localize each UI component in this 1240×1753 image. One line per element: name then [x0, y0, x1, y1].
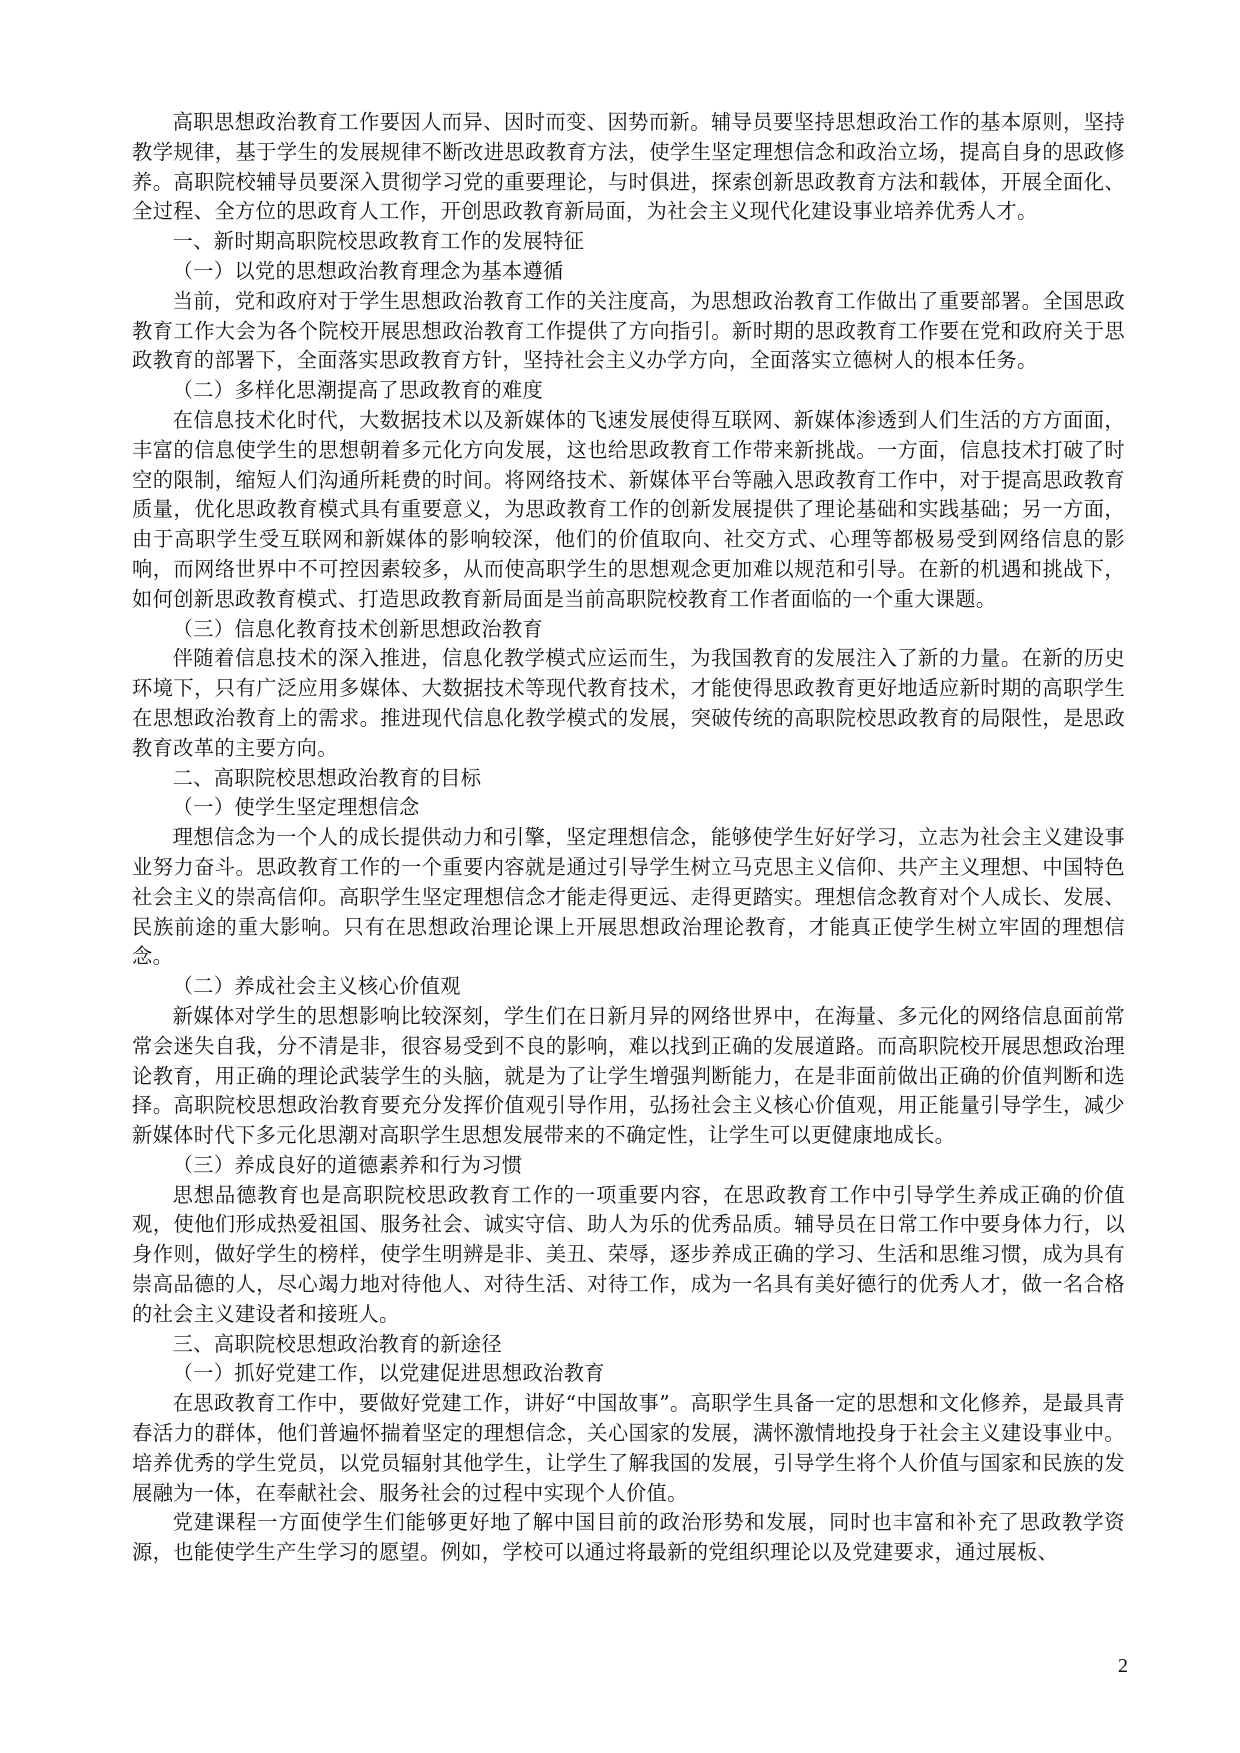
page-number: 2 — [1118, 1655, 1128, 1677]
paragraph: 在信息技术化时代，大数据技术以及新媒体的飞速发展使得互联网、新媒体渗透到人们生活的方方面面，丰富的信息使学生的思想朝着多元化方向发展，这也给思政教育工作带来新挑战。一方面，信息技术打破了时空的限制，缩短人们沟通所耗费的时间。将网络技术、新媒体平台等融入思政教育工作中，对于提高思政教育质量，优化思政教育模式具有重要意义，为思政教育工作的创新发展提供了理论基础和实践基础；另一方面，由于高职学生受互联网和新媒体的影响较深，他们的价值取向、社交方式、心理等都极易受到网络信息的影响，而网络世界中不可控因素较多，从而使高职学生的思想观念更加难以规范和引导。在新的机遇和挑战下，如何创新思政教育模式、打造思政教育新局面是当前高职院校教育工作者面临的一个重大课题。 — [132, 407, 1125, 611]
subsection-heading: （二）养成社会主义核心价值观 — [172, 974, 461, 999]
paragraph: 党建课程一方面使学生们能够更好地了解中国目前的政治形势和发展，同时也丰富和补充了思政教学资源，也能使学生产生学习的愿望。例如，学校可以通过将最新的党组织理论以及党建要求，通过展板、 — [132, 1510, 1125, 1565]
paragraph: 思想品德教育也是高职院校思政教育工作的一项重要内容，在思政教育工作中引导学生养成正确的价值观，使他们形成热爱祖国、服务社会、诚实守信、助人为乐的优秀品质。辅导员在日常工作中要身体力行，以身作则，做好学生的榜样，使学生明辨是非、美丑、荣辱，逐步养成正确的学习、生活和思维习惯，成为具有崇高品德的人，尽心竭力地对待他人、对待生活、对待工作，成为一名具有美好德行的优秀人才，做一名合格的社会主义建设者和接班人。 — [132, 1182, 1125, 1326]
paragraph: 理想信念为一个人的成长提供动力和引擎，坚定理想信念，能够使学生好好学习，立志为社会主义建设事业努力奋斗。思政教育工作的一个重要内容就是通过引导学生树立马克思主义信仰、共产主义理想、中国特色社会主义的崇高信仰。高职学生坚定理想信念才能走得更远、走得更踏实。理想信念教育对个人成长、发展、民族前途的重大影响。只有在思想政治理论课上开展思想政治理论教育，才能真正使学生树立牢固的理想信念。 — [132, 825, 1125, 969]
subsection-heading: （一）使学生坚定理想信念 — [172, 795, 420, 820]
paragraph: 高职思想政治教育工作要因人而异、因时而变、因势而新。辅导员要坚持思想政治工作的基本原则，坚持教学规律，基于学生的发展规律不断改进思政教育方法，使学生坚定理想信念和政治立场，提高自身的思政修养。高职院校辅导员要深入贯彻学习党的重要理论，与时俱进，探索创新思政教育方法和载体，开展全面化、全过程、全方位的思政育人工作，开创思政教育新局面，为社会主义现代化建设事业培养优秀人才。 — [132, 110, 1125, 224]
paragraph: 新媒体对学生的思想影响比较深刻，学生们在日新月异的网络世界中，在海量、多元化的网络信息面前常常会迷失自我，分不清是非，很容易受到不良的影响，难以找到正确的发展道路。而高职院校开展思想政治理论教育，用正确的理论武装学生的头脑，就是为了让学生增强判断能力，在是非面前做出正确的价值判断和选择。高职院校思想政治教育要充分发挥价值观引导作用，弘扬社会主义核心价值观，用正能量引导学生，减少新媒体时代下多元化思潮对高职学生思想发展带来的不确定性，让学生可以更健康地成长。 — [132, 1003, 1125, 1148]
section-heading: 二、高职院校思想政治教育的目标 — [172, 765, 482, 790]
paragraph: 伴随着信息技术的深入推进，信息化教学模式应运而生，为我国教育的发展注入了新的力量。在新的历史环境下，只有广泛应用多媒体、大数据技术等现代教育技术，才能使得思政教育更好地适应新时期的高职学生在思想政治教育上的需求。推进现代信息化教学模式的发展，突破传统的高职院校思政教育的局限性，是思政教育改革的主要方向。 — [132, 646, 1125, 760]
section-heading: 三、高职院校思想政治教育的新途径 — [172, 1331, 502, 1356]
subsection-heading: （一）以党的思想政治教育理念为基本遵循 — [172, 258, 564, 283]
subsection-heading: （一）抓好党建工作，以党建促进思想政治教育 — [172, 1361, 605, 1386]
section-heading: 一、新时期高职院校思政教育工作的发展特征 — [172, 229, 585, 254]
subsection-heading: （二）多样化思潮提高了思政教育的难度 — [172, 378, 544, 403]
document-body — [132, 108, 1125, 1568]
paragraph: 当前，党和政府对于学生思想政治教育工作的关注度高，为思想政治教育工作做出了重要部署。全国思政教育工作大会为各个院校开展思想政治教育工作提供了方向指引。新时期的思政教育工作要在党和政府关于思政教育的部署下，全面落实思政教育方针，坚持社会主义办学方向，全面落实立德树人的根本任务。 — [132, 288, 1125, 373]
paragraph: 在思政教育工作中，要做好党建工作，讲好“中国故事”。高职学生具备一定的思想和文化修养，是最具青春活力的群体，他们普遍怀揣着坚定的理想信念，关心国家的发展，满怀激情地投身于社会主义建设事业中。培养优秀的学生党员，以党员辐射其他学生，让学生了解我国的发展，引导学生将个人价值与国家和民族的发展融为一体，在奉献社会、服务社会的过程中实现个人价值。 — [132, 1391, 1125, 1505]
subsection-heading: （三）养成良好的道德素养和行为习惯 — [172, 1152, 523, 1177]
subsection-heading: （三）信息化教育技术创新思想政治教育 — [172, 616, 544, 641]
